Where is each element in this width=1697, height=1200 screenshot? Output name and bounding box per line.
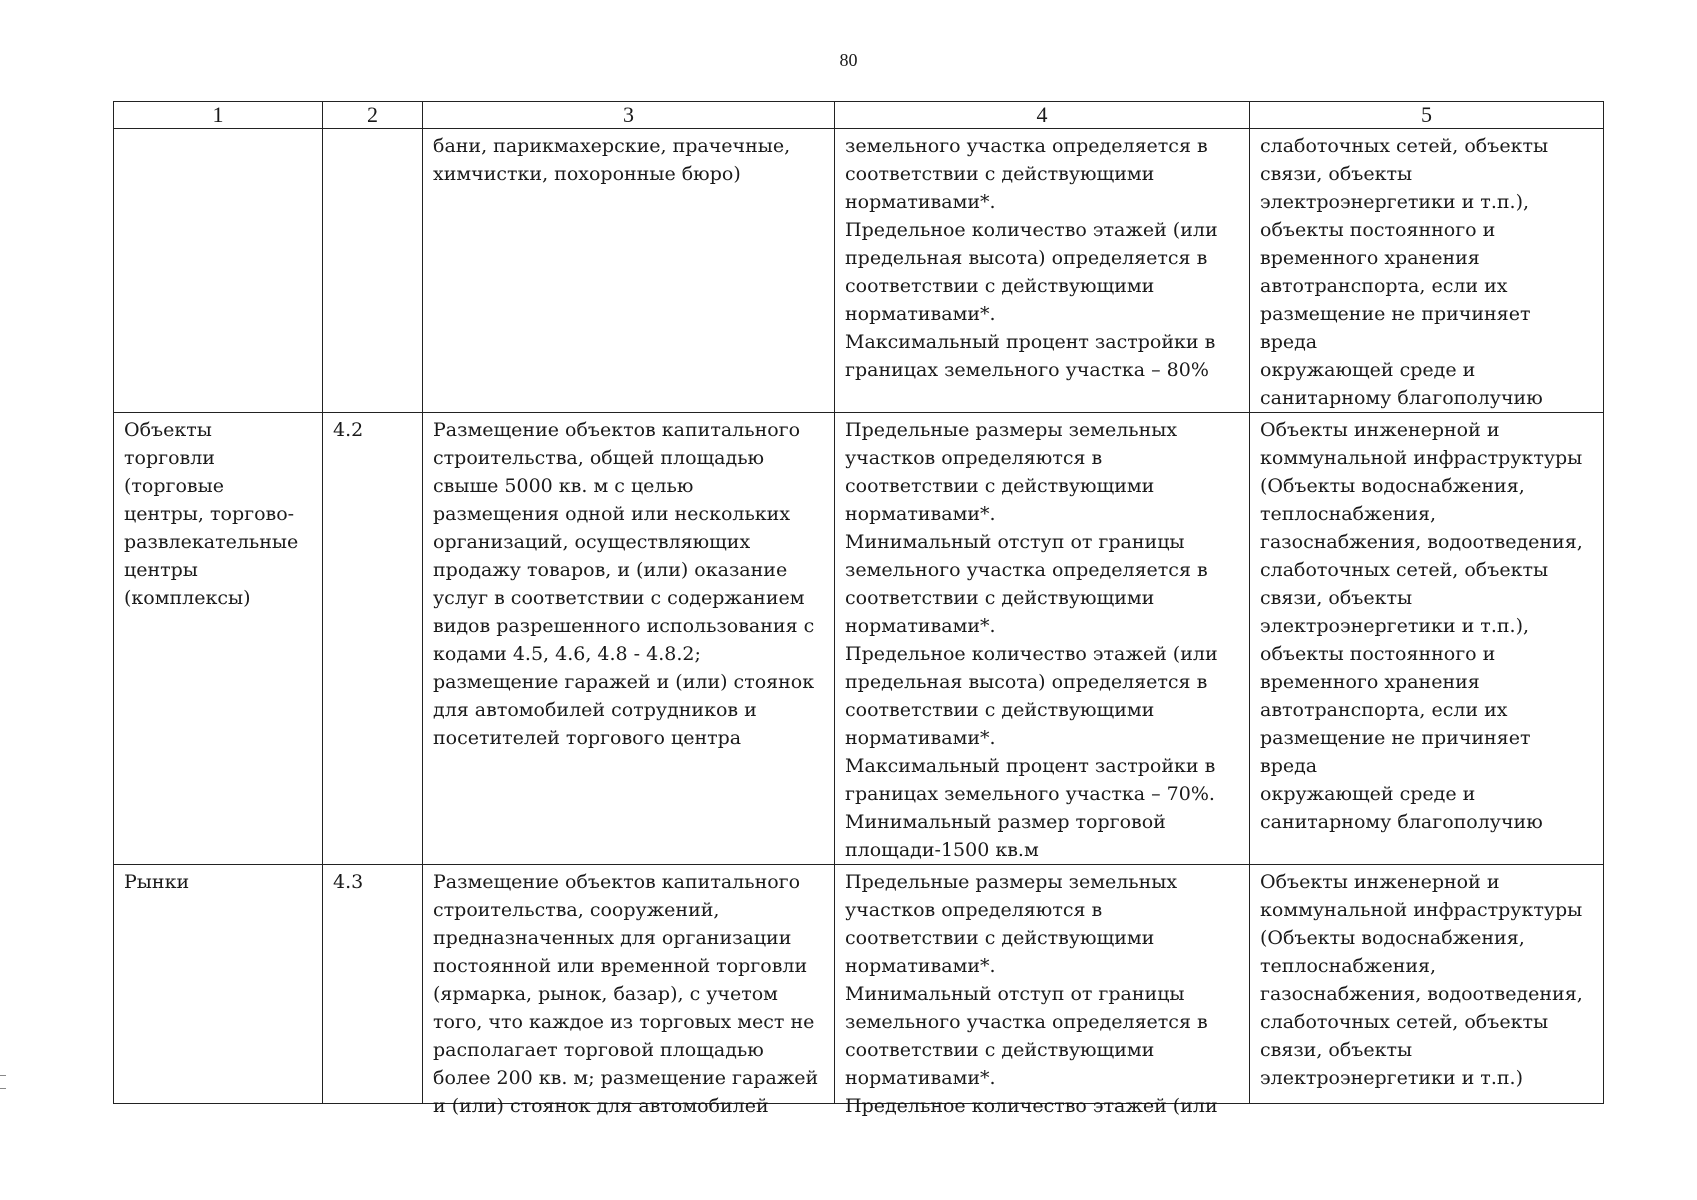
- use-description-cell: [423, 865, 835, 1117]
- auxiliary-uses-text: Объекты инженерной и коммунальной инфраструктуры (Объекты водоснабжения, теплоснабжения, газоснабжения, водоотведения, слаботочных сетей, объекты связи, объекты электроэнергетики и т.п.): [1260, 871, 1583, 1089]
- table-header-row: [114, 102, 1604, 129]
- table-row: [114, 129, 1604, 413]
- column-header-1: 1: [114, 102, 323, 129]
- building-parameters-cell: земельного участка определяется в соответствии с действующими нормативами*. Предельное количество этажей (или предельная высота) определяется в соответствии с действующими нормативами*. Максимальный процент застройки в границах земельного участка – 80%: [835, 129, 1250, 413]
- use-description-text: Размещение объектов капитального строительства, сооружений, предназначенных для организации постоянной или временной торговли (ярмарка, рынок, базар), с учетом того, что каждое из торговых мест не располагает торговой площадью более 200 кв. м; размещение гаражей и (или) стоянок для автомобилей: [433, 871, 819, 1117]
- table-row: [114, 413, 1604, 865]
- column-header-2: 2: [323, 102, 423, 129]
- building-parameters-cell: [835, 865, 1250, 1117]
- table-row: [114, 865, 1604, 1104]
- use-description-cell: Размещение объектов капитального строительства, общей площадью свыше 5000 кв. м с целью размещения одной или нескольких организаций, осуществляющих продажу товаров, и (или) оказание услуг в соответствии с содержанием видов разрешенного использования с кодами 4.5, 4.6, 4.8 - 4.8.2; размещение гаражей и (или) стоянок для автомобилей сотрудников и посетителей торгового центра: [423, 413, 835, 865]
- use-name-text: Рынки: [124, 871, 190, 893]
- use-description-cell: бани, парикмахерские, прачечные, химчистки, похоронные бюро): [423, 129, 835, 413]
- column-header-3: 3: [423, 102, 835, 129]
- use-name-cell: [114, 129, 323, 413]
- zoning-table: [113, 101, 1604, 1117]
- use-code-cell: [323, 129, 423, 413]
- scan-margin-mark: [0, 1075, 6, 1089]
- page-number: 80: [839, 50, 858, 70]
- use-code-text: 4.3: [333, 871, 364, 893]
- building-parameters-text: Предельные размеры земельных участков определяются в соответствии с действующими нормативами*. Минимальный отступ от границы земельного участка определяется в соответствии с действующими нормативами*. Предельное количество этажей (или: [845, 871, 1218, 1117]
- use-code-cell: 4.2: [323, 413, 423, 865]
- column-header-4: 4: [835, 102, 1250, 129]
- use-name-cell: [114, 865, 323, 1104]
- use-name-cell: Объекты торговли (торговые центры, торгово- развлекательные центры (комплексы): [114, 413, 323, 865]
- auxiliary-uses-cell: слаботочных сетей, объекты связи, объекты электроэнергетики и т.п.), объекты постоянного и временного хранения автотранспорта, если их размещение не причиняет вреда окружающей среде и санитарному благополучию: [1250, 129, 1604, 413]
- auxiliary-uses-cell: Объекты инженерной и коммунальной инфраструктуры (Объекты водоснабжения, теплоснабжения, газоснабжения, водоотведения, слаботочных сетей, объекты связи, объекты электроэнергетики и т.п.), объекты постоянного и временного хранения автотранспорта, если их размещение не причиняет вреда окружающей среде и санитарному благополучию: [1250, 413, 1604, 865]
- use-code-cell: [323, 865, 423, 1104]
- column-header-5: 5: [1250, 102, 1604, 129]
- auxiliary-uses-cell: [1250, 865, 1604, 1104]
- building-parameters-cell: Предельные размеры земельных участков определяются в соответствии с действующими нормативами*. Минимальный отступ от границы земельного участка определяется в соответствии с действующими нормативами*. Предельное количество этажей (или предельная высота) определяется в соответствии с действующими нормативами*. Максимальный процент застройки в границах земельного участка – 70%. Минимальный размер торговой площади-1500 кв.м: [835, 413, 1250, 865]
